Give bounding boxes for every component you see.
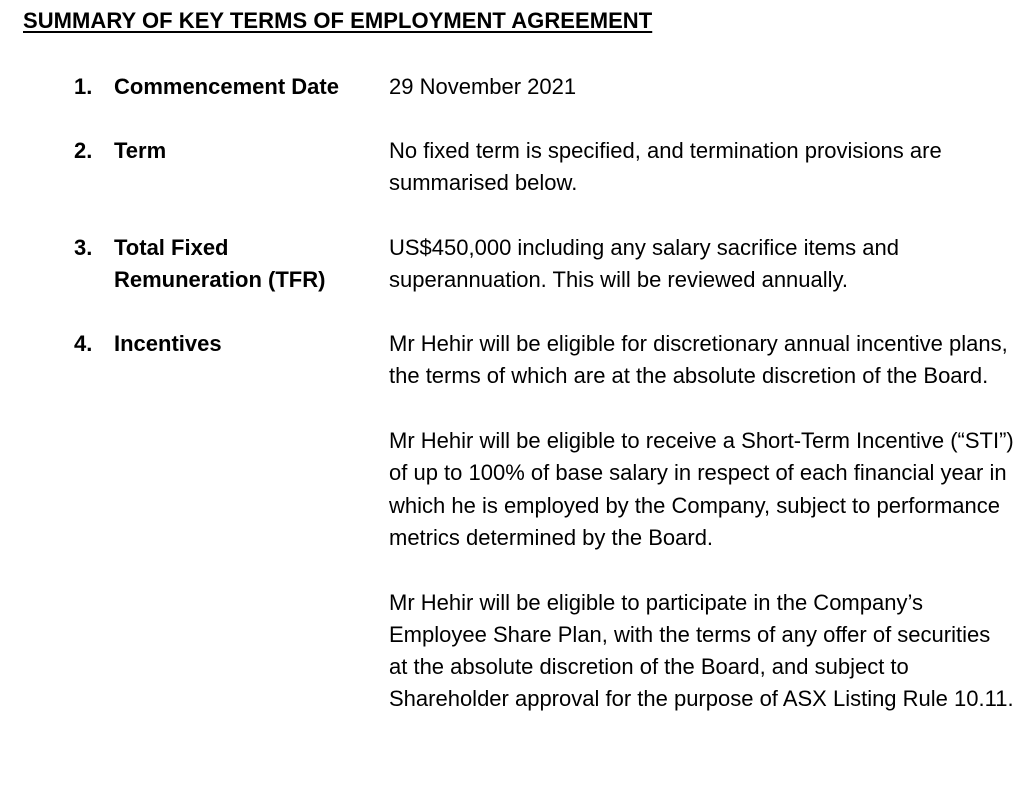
term-label: Total Fixed Remuneration (TFR) <box>114 235 326 293</box>
term-body <box>389 71 1014 103</box>
term-paragraph: Mr Hehir will be eligible to receive a Short-Term Incentive (“STI”) of up to 100% of base salary in respect of each financial year in which he is employed by the Company, subject to performance metrics determined by the Board. <box>389 427 1014 550</box>
term-number: 2. <box>74 138 93 163</box>
term-label: Incentives <box>114 331 222 356</box>
term-paragraph: No fixed term is specified, and termination provisions are summarised below. <box>389 138 942 196</box>
term-paragraph: Mr Hehir will be eligible to participate in the Company’s Employee Share Plan, with the terms of any offer of securities at the absolute discretion of the Board, and subject to Shareholder approval for the purpose of ASX Listing Rule 10.11. <box>389 589 1014 712</box>
term-body <box>389 328 1014 716</box>
term-label: Term <box>114 138 167 163</box>
term-body <box>389 135 1014 200</box>
term-label: Commencement Date <box>114 74 339 99</box>
term-number: 3. <box>74 235 93 260</box>
document-title: SUMMARY OF KEY TERMS OF EMPLOYMENT AGREEMENT <box>23 8 653 33</box>
term-number: 4. <box>74 331 93 356</box>
term-paragraph: 29 November 2021 <box>389 74 577 99</box>
term-paragraph: Mr Hehir will be eligible for discretionary annual incentive plans, the terms of which are at the absolute discretion of the Board. <box>389 331 1008 389</box>
term-body <box>389 232 1014 297</box>
term-number: 1. <box>74 74 93 99</box>
term-paragraph: US$450,000 including any salary sacrifice items and superannuation. This will be reviewed annually. <box>389 235 899 293</box>
